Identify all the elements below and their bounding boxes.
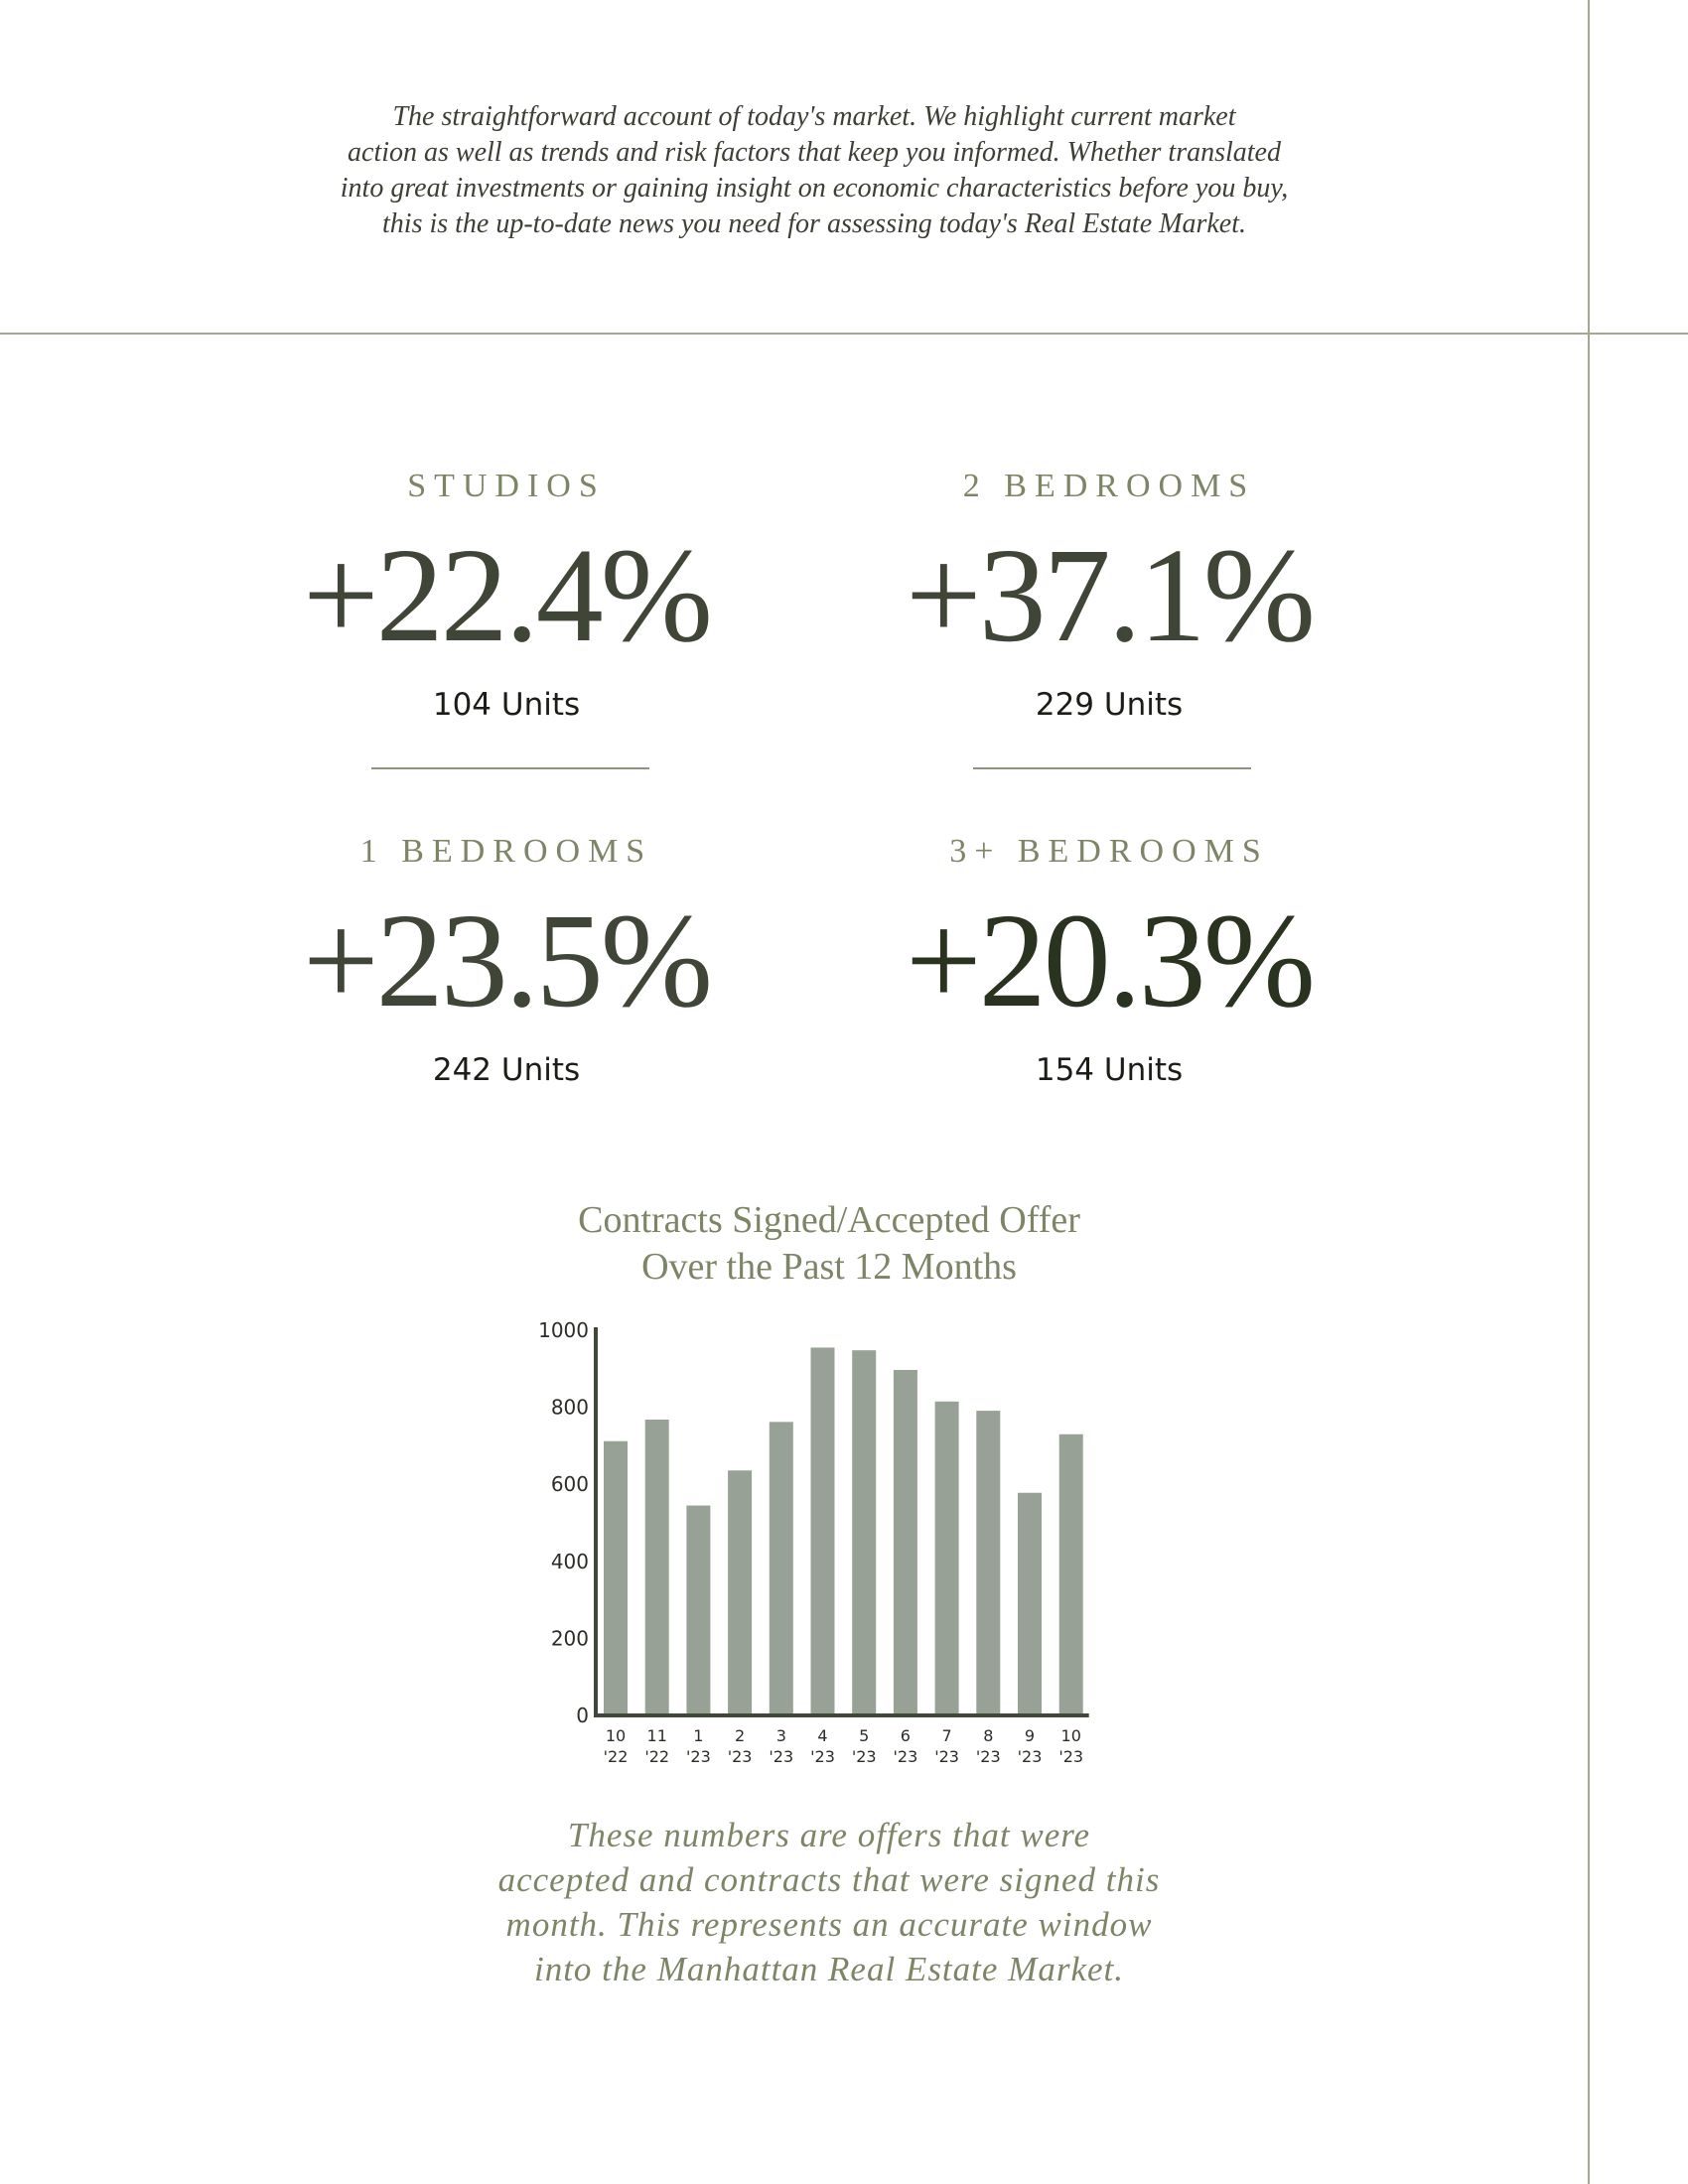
chart-x-tick-label: 7 [941, 1726, 952, 1745]
stat-value: +20.3% [906, 887, 1313, 1035]
chart-x-tick-label: 9 [1024, 1726, 1036, 1745]
chart-x-tick-label: '22 [644, 1747, 670, 1766]
stat-label: STUDIOS [407, 468, 606, 504]
chart-bar [1059, 1434, 1083, 1715]
chart-x-tick-label: 6 [900, 1726, 911, 1745]
intro-line: action as well as trends and risk factors that keep you informed. Whether translated [348, 137, 1281, 168]
chart-x-tick-label: '23 [893, 1747, 918, 1766]
chart-x-tick-label: 10 [1060, 1726, 1081, 1745]
chart-x-tick-label: '23 [769, 1747, 794, 1766]
chart-x-tick-label: '23 [975, 1747, 1001, 1766]
chart-bar [811, 1347, 835, 1715]
chart-bar [728, 1470, 752, 1715]
chart-x-tick-label: '23 [851, 1747, 877, 1766]
chart-x-tick-label: 3 [775, 1726, 786, 1745]
stat-divider [371, 767, 649, 769]
chart-x-tick-label: '22 [603, 1747, 629, 1766]
chart-x-tick-label: '23 [686, 1747, 711, 1766]
chart-y-tick-label: 0 [576, 1704, 589, 1727]
stat-units: 104 Units [432, 687, 581, 723]
chart-bar [604, 1441, 628, 1715]
right-border-line [1588, 0, 1590, 2184]
intro-line: The straightforward account of today's market. We highlight current market [392, 101, 1236, 132]
chart-bar [852, 1350, 876, 1715]
chart-y-tick-label: 1000 [538, 1318, 589, 1342]
contracts-bar-chart [496, 1300, 1112, 1777]
chart-x-tick-label: 8 [983, 1726, 994, 1745]
stat-label: 3+ BEDROOMS [949, 833, 1269, 870]
chart-y-tick-label: 800 [550, 1395, 589, 1420]
chart-bar [645, 1420, 669, 1715]
caption-line: month. This represents an accurate window [505, 1905, 1153, 1944]
chart-bar [686, 1506, 710, 1715]
intro-line: this is the up-to-date news you need for assessing today's Real Estate Market. [382, 208, 1246, 239]
chart-y-tick-label: 400 [550, 1549, 589, 1573]
chart-bar [1018, 1493, 1042, 1715]
chart-caption [397, 1813, 1261, 1991]
stat-label: 1 BEDROOMS [359, 833, 653, 870]
stat-divider [973, 767, 1251, 769]
chart-title-line: Contracts Signed/Accepted Offer [578, 1199, 1080, 1241]
chart-x-tick-label: 10 [605, 1726, 627, 1745]
stat-value: +23.5% [303, 887, 710, 1035]
chart-x-tick-label: 4 [817, 1726, 828, 1745]
chart-x-tick-label: '23 [1017, 1747, 1043, 1766]
stat-units: 229 Units [1035, 687, 1184, 723]
chart-x-tick-label: 2 [735, 1726, 746, 1745]
chart-x-tick-label: '23 [1058, 1747, 1084, 1766]
stat-units: 154 Units [1035, 1052, 1184, 1088]
chart-title-line: Over the Past 12 Months [641, 1246, 1017, 1288]
stat-3-plus-bedrooms [801, 830, 1417, 1090]
chart-x-tick-label: '23 [810, 1747, 835, 1766]
chart-bar [770, 1422, 793, 1715]
chart-x-tick-label: '23 [934, 1747, 959, 1766]
chart-bar [976, 1411, 1000, 1715]
intro-line: into great investments or gaining insight on economic characteristics before you buy, [340, 173, 1289, 204]
stat-label: 2 BEDROOMS [962, 468, 1256, 504]
chart-bar [935, 1402, 959, 1715]
caption-line: accepted and contracts that were signed this [497, 1860, 1161, 1899]
chart-title [397, 1197, 1261, 1291]
chart-bar [894, 1370, 917, 1715]
chart-y-tick-label: 600 [550, 1472, 589, 1497]
section-divider-line [0, 333, 1688, 335]
stat-value: +22.4% [303, 521, 710, 670]
intro-paragraph [199, 99, 1430, 242]
chart-y-tick-label: 200 [550, 1626, 589, 1651]
chart-x-tick-label: '23 [727, 1747, 753, 1766]
chart-x-tick-label: 11 [646, 1726, 667, 1745]
stat-2-bedrooms [801, 465, 1417, 725]
stat-1-bedrooms [199, 830, 814, 1090]
caption-line: These numbers are offers that were [567, 1816, 1091, 1854]
chart-x-tick-label: 5 [859, 1726, 870, 1745]
stat-units: 242 Units [432, 1052, 581, 1088]
chart-x-tick-label: 1 [693, 1726, 704, 1745]
stat-value: +37.1% [906, 521, 1313, 670]
caption-line: into the Manhattan Real Estate Market. [533, 1950, 1124, 1988]
stat-studios [199, 465, 814, 725]
